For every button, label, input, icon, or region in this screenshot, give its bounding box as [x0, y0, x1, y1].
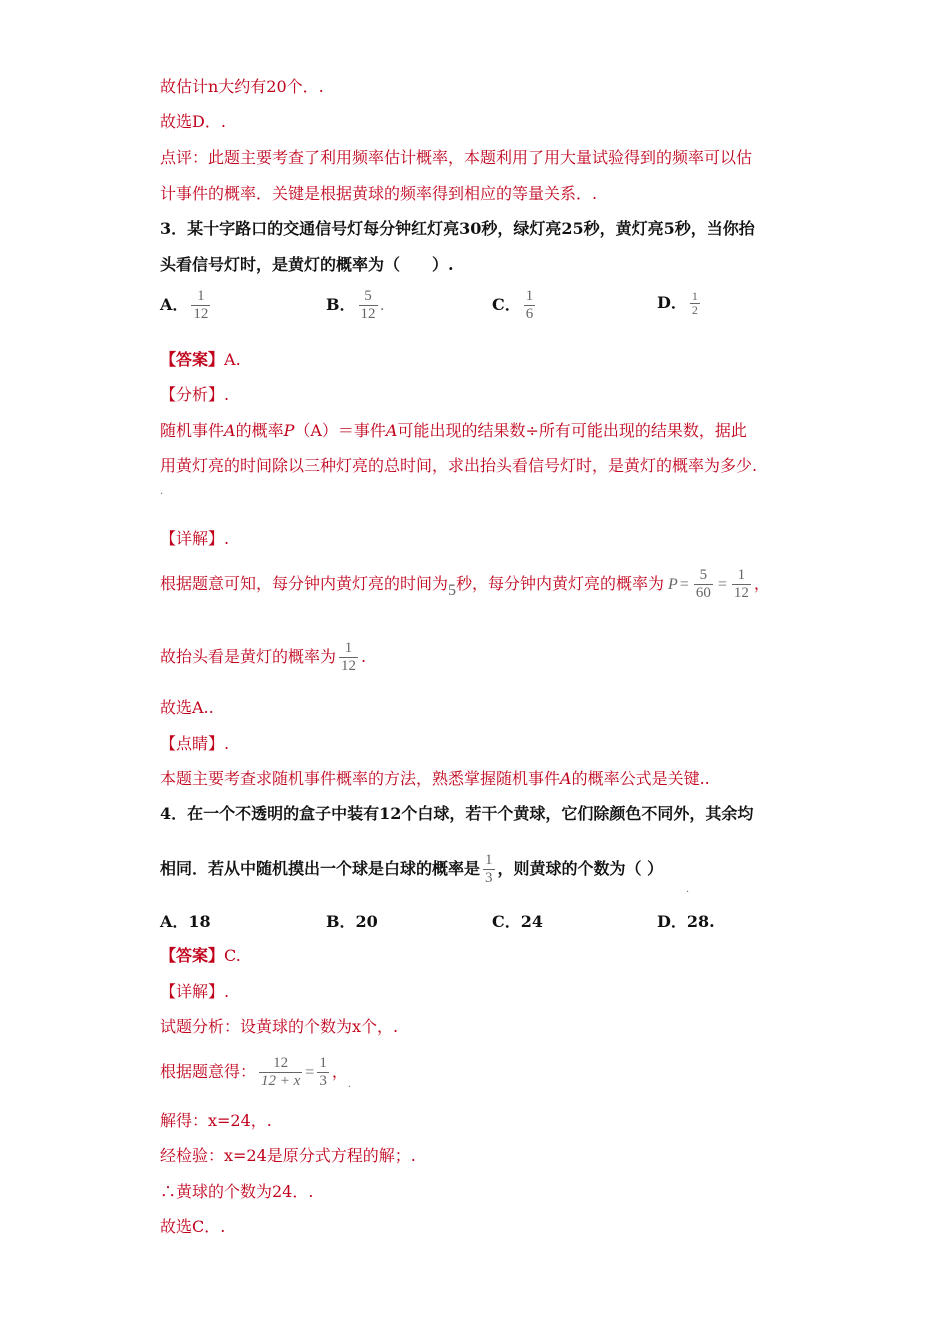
q3-option-d-den: 2	[691, 303, 698, 317]
q3-analysis-mark: .	[160, 486, 164, 497]
q3-remark-b: 的概率公式是关键..	[571, 769, 710, 788]
q4-eq-f1-den: 12 + x	[261, 1073, 301, 1089]
q3-detail-1a: 根据题意可知，每分钟内黄灯亮的时间为	[160, 574, 449, 593]
q4-eq-f2-den: 3	[319, 1073, 327, 1089]
q3-remark-a: 本题主要考查求随机事件概率的方法，熟悉掌握随机事件	[160, 769, 561, 788]
q3-formula-f1-den: 60	[695, 585, 711, 601]
q4-option-d: D．28.	[657, 912, 715, 931]
q4-eq-fraction-1	[259, 1055, 302, 1090]
q3-remark-var-a: A	[560, 769, 572, 788]
q3-stem-line-2: 头看信号灯时，是黄灯的概率为（ ）.	[160, 255, 454, 274]
q3-formula-fraction-1	[694, 567, 713, 602]
q3-detail-1b: 秒，每分钟内黄灯亮的概率为	[456, 574, 665, 593]
q3-formula-comma: ，	[753, 574, 770, 593]
q3-detail-five: 5	[448, 582, 457, 599]
q3-analysis-line-2: 用黄灯亮的时间除以三种灯亮的总时间，求出抬头看信号灯时，是黄灯的概率为多少.	[160, 456, 758, 475]
q3-analysis-1c: （A）＝事件	[294, 421, 386, 440]
q3-detail-line-2	[160, 640, 366, 675]
q4-line-therefore: ∴黄球的个数为24．.	[160, 1182, 314, 1201]
q3-detail-2-num: 1	[344, 640, 353, 656]
q4-stem-2b: ，则黄球的个数为（ ）	[497, 859, 664, 878]
q3-formula-p: P	[668, 576, 678, 593]
q3-answer-value: A.	[224, 350, 241, 369]
q3-detail-2-den: 12	[341, 658, 357, 674]
q3-option-a-num: 1	[197, 288, 205, 304]
q3-stem-line-1: 3．某十字路口的交通信号灯每分钟红灯亮30秒，绿灯亮25秒，黄灯亮5秒，当你抬	[160, 219, 755, 238]
q3-var-p: P	[283, 421, 295, 440]
q4-detail-tag: 【详解】.	[160, 982, 230, 1001]
q3-formula-eq-2: =	[717, 576, 727, 593]
q3-answer	[160, 350, 241, 370]
q4-line-solve: 解得：x=24，.	[160, 1111, 272, 1130]
q3-formula-f1-num: 5	[699, 567, 708, 583]
q3-remark-tag: 【点睛】.	[160, 734, 230, 753]
q4-option-c: C．24	[492, 912, 544, 931]
q3-option-c-num: 1	[525, 288, 534, 304]
q4-eq-comma: ，	[331, 1062, 348, 1081]
q4-answer	[160, 946, 241, 966]
q3-option-c-fraction	[524, 288, 536, 323]
q4-eq-f1-num: 12	[273, 1055, 289, 1071]
q3-remark-line	[160, 769, 710, 789]
q3-option-c-label: C．	[492, 295, 521, 314]
q3-detail-2b: .	[361, 647, 367, 666]
q4-option-a: A．18	[160, 912, 211, 931]
q4-option-b: B．20	[326, 912, 378, 931]
q3-analysis-line-1	[160, 421, 747, 441]
q3-answer-tag: 【答案】	[160, 350, 225, 369]
q3-option-a-den: 12	[193, 306, 209, 322]
q3-detail-fraction	[339, 640, 358, 675]
prev-line-estimate: 故估计n大约有20个．.	[160, 77, 324, 96]
prev-line-choose: 故选D．.	[160, 112, 226, 131]
q3-option-b-num: 5	[364, 288, 372, 304]
q3-option-d-label: D．	[657, 293, 687, 312]
q3-formula-f2-num: 1	[737, 567, 746, 583]
q3-formula-f2-den: 12	[733, 585, 749, 601]
q4-stem-fraction	[483, 852, 495, 887]
prev-comment-line-2: 计事件的概率．关键是根据黄球的频率得到相应的等量关系．.	[160, 184, 598, 203]
q3-formula-fraction-2	[732, 567, 751, 602]
q3-detail-tag: 【详解】.	[160, 529, 230, 548]
q3-option-d	[657, 290, 703, 317]
q4-answer-value: C.	[224, 946, 241, 965]
q4-stem-num: 1	[485, 852, 493, 868]
q3-option-a-label: A．	[160, 295, 189, 314]
q3-option-a-fraction	[191, 288, 210, 323]
q4-eq-fraction-2	[317, 1055, 329, 1090]
q4-stem-line-2	[160, 852, 663, 887]
q3-choose: 故选A..	[160, 698, 214, 717]
q4-line-check: 经检验：x=24是原分式方程的解；.	[160, 1146, 416, 1165]
q4-line-equation	[160, 1055, 351, 1090]
q3-option-d-num: 1	[691, 289, 698, 303]
q3-formula-eq-1: =	[679, 576, 689, 593]
q4-line-analysis: 试题分析：设黄球的个数为x个，.	[160, 1017, 399, 1036]
q3-option-b-den: 12	[360, 306, 376, 322]
q4-stem-line-1: 4．在一个不透明的盒子中装有12个白球，若干个黄球，它们除颜色不同外，其余均	[160, 804, 754, 823]
q3-option-c	[492, 288, 538, 323]
q4-eq-equals: =	[305, 1064, 315, 1081]
q3-option-b-fraction	[359, 288, 378, 323]
q3-option-c-den: 6	[525, 306, 534, 322]
q3-detail-line-1	[160, 567, 770, 602]
prev-comment-line-1: 点评：此题主要考查了利用频率估计概率，本题利用了用大量试验得到的频率可以估	[160, 148, 753, 167]
q4-stem-den: 3	[485, 870, 493, 886]
q3-detail-2a: 故抬头看是黄灯的概率为	[160, 647, 337, 666]
q3-analysis-1d: 可能出现的结果数÷所有可能出现的结果数，据此	[397, 421, 747, 440]
q3-analysis-1a: 随机事件	[160, 421, 225, 440]
q4-stem-2a: 相同．若从中随机摸出一个球是白球的概率是	[160, 859, 481, 878]
q3-analysis-1b: 的概率	[235, 421, 284, 440]
q4-eq-f2-num: 1	[319, 1055, 327, 1071]
q3-option-d-fraction	[690, 290, 700, 317]
q3-var-a-2: A	[385, 421, 398, 440]
q4-line-choose: 故选C．.	[160, 1217, 226, 1236]
q4-answer-tag: 【答案】	[160, 946, 225, 965]
q3-option-b	[326, 288, 384, 323]
q3-option-b-tail: .	[380, 302, 385, 313]
q3-option-a	[160, 288, 213, 323]
q3-option-b-label: B．	[326, 295, 356, 314]
q4-eq-mark: .	[347, 1079, 352, 1090]
q3-analysis-tag: 【分析】.	[160, 385, 230, 404]
q4-eq-label: 根据题意得：	[160, 1062, 257, 1081]
q4-stem-mark: .	[686, 884, 690, 895]
q3-var-a: A	[224, 421, 236, 440]
